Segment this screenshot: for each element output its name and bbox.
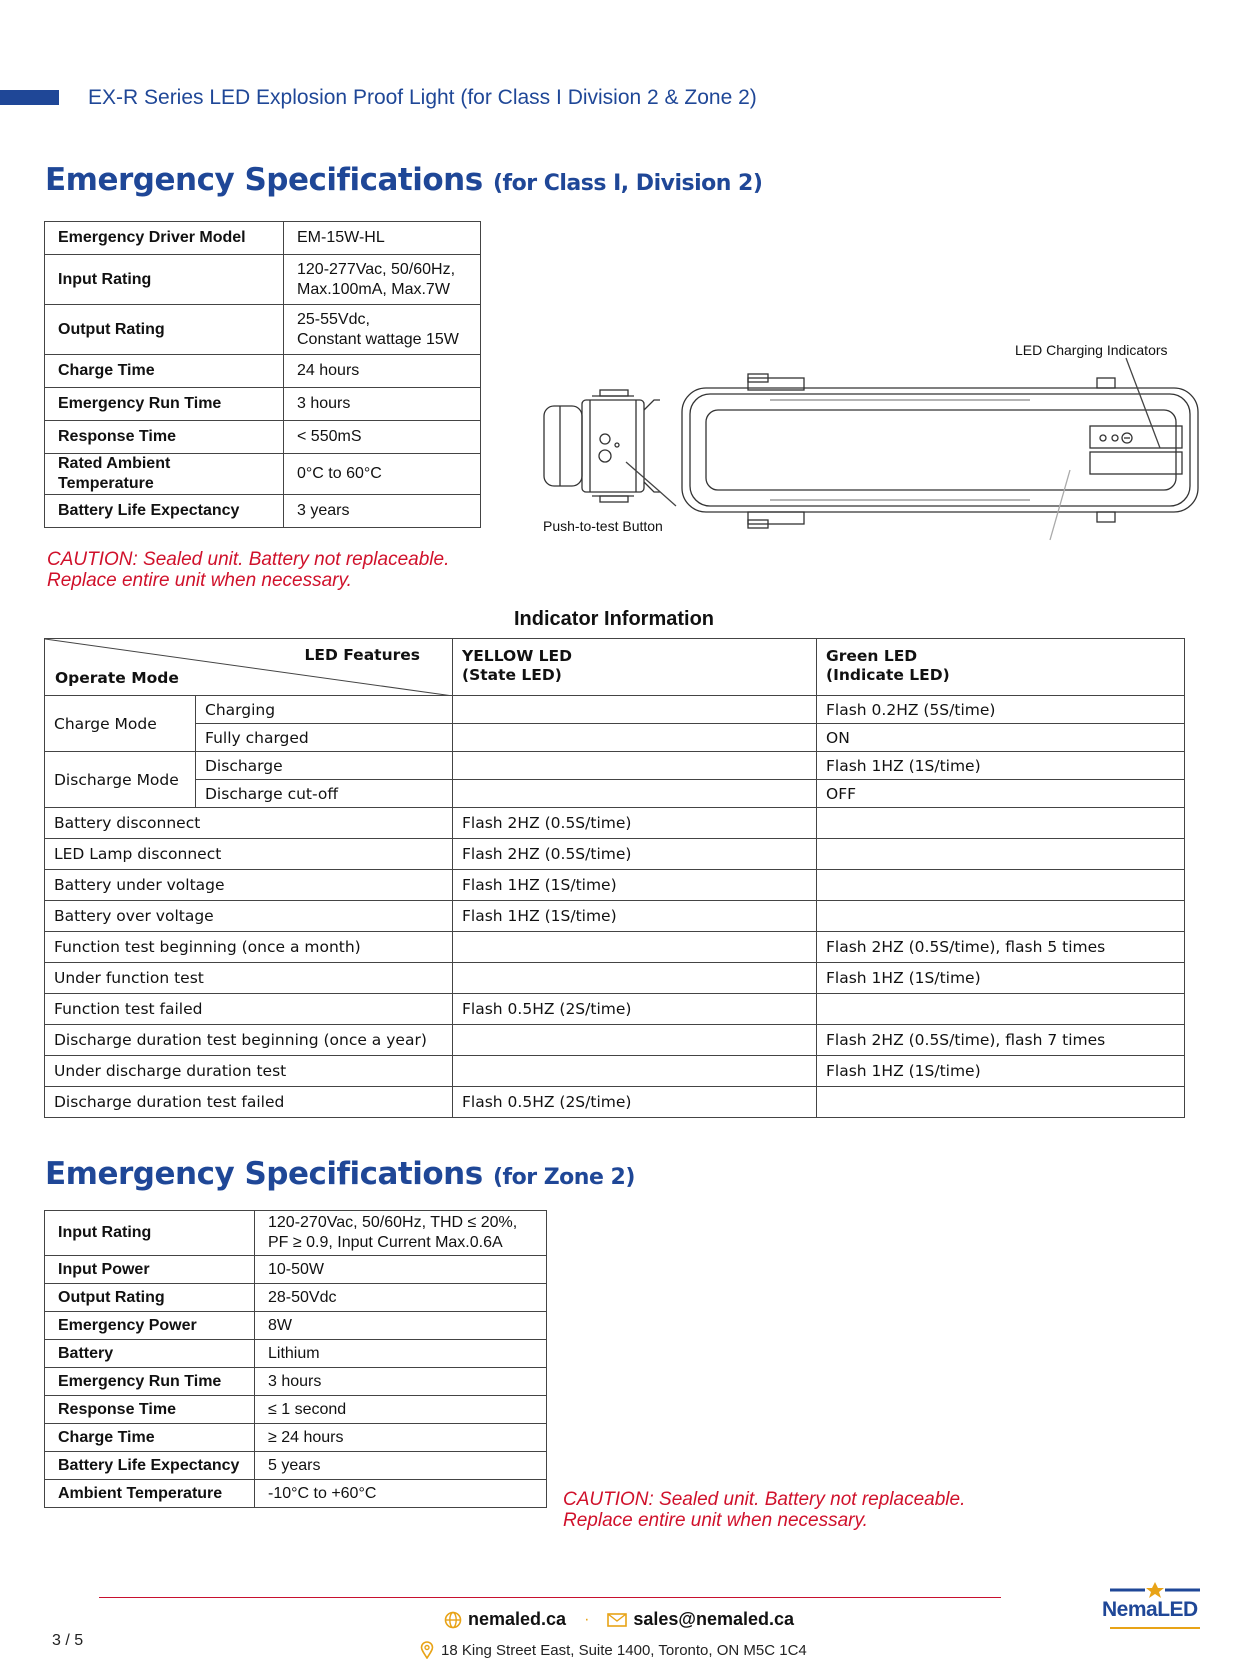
spec-value (255, 1452, 547, 1480)
indicator-row (45, 752, 1185, 780)
spec-key: Input Rating (45, 1211, 255, 1256)
yellow-led-cell: Flash 2HZ (0.5S/time) (453, 839, 817, 870)
spec-row (45, 454, 481, 495)
address-text: 18 King Street East, Suite 1400, Toronto, ON M5C 1C4 (441, 1641, 807, 1659)
spec-key: Battery Life Expectancy (45, 495, 284, 528)
spec-key: Emergency Power (45, 1312, 255, 1340)
caution-line-1: CAUTION: Sealed unit. Battery not replaceable. (47, 549, 450, 570)
caution-line-2: Replace entire unit when necessary. (47, 570, 352, 591)
green-led-cell (817, 839, 1185, 870)
spec-row (45, 355, 481, 388)
yellow-led-cell (453, 932, 817, 963)
spec-value-line: -10°C to +60°C (268, 1484, 377, 1502)
yellow-led-cell (453, 724, 817, 752)
indicator-table (44, 638, 1185, 1118)
spec-row (45, 1312, 547, 1340)
spec-key: Output Rating (45, 1284, 255, 1312)
indicator-row (45, 780, 1185, 808)
section2-title (45, 1156, 635, 1192)
green-led-header (817, 639, 1185, 696)
operate-mode-cell: Discharge Mode (45, 752, 196, 808)
spec-row (45, 255, 481, 305)
yellow-led-cell: Flash 2HZ (0.5S/time) (453, 808, 817, 839)
spec-value-line: 8W (268, 1316, 292, 1334)
indicator-info-title: Indicator Information (514, 608, 714, 630)
led-features-label: LED Features (304, 646, 420, 664)
spec-key: Charge Time (45, 1424, 255, 1452)
yellow-led-header (453, 639, 817, 696)
green-led-cell (817, 994, 1185, 1025)
spec-key: Input Power (45, 1256, 255, 1284)
section2-caution (563, 1489, 965, 1531)
green-led-subtitle: (Indicate LED) (826, 666, 950, 684)
spec-row (45, 222, 481, 255)
operate-mode-cell: Charge Mode (45, 696, 196, 752)
spec-value-line: 0°C to 60°C (297, 465, 382, 482)
spec-key: Rated Ambient Temperature (45, 454, 284, 495)
yellow-led-title: YELLOW LED (462, 647, 573, 665)
spec-row (45, 1340, 547, 1368)
spec-value (255, 1424, 547, 1452)
operate-mode-cell: Battery under voltage (45, 870, 453, 901)
spec-row (45, 1396, 547, 1424)
operate-mode-cell: Battery over voltage (45, 901, 453, 932)
green-led-cell: Flash 1HZ (1S/time) (817, 963, 1185, 994)
envelope-icon (607, 1613, 627, 1627)
footer-contact (444, 1609, 794, 1630)
spec-value-line: < 550mS (297, 428, 362, 445)
green-led-cell (817, 901, 1185, 932)
operate-mode-label: Operate Mode (55, 669, 179, 687)
yellow-led-cell: Flash 0.5HZ (2S/time) (453, 1087, 817, 1118)
sub-mode-cell: Charging (196, 696, 453, 724)
spec-value (255, 1368, 547, 1396)
spec-row (45, 305, 481, 355)
section1-title (45, 162, 762, 198)
green-led-cell: Flash 2HZ (0.5S/time), flash 5 times (817, 932, 1185, 963)
indicator-row (45, 994, 1185, 1025)
led-charging-indicators-label: LED Charging Indicators (1015, 342, 1168, 358)
spec-value (284, 495, 481, 528)
yellow-led-cell (453, 963, 817, 994)
spec-key: Ambient Temperature (45, 1480, 255, 1508)
section1-caution (47, 549, 449, 591)
operate-mode-cell: Discharge duration test failed (45, 1087, 453, 1118)
operate-mode-cell: Discharge duration test beginning (once a year) (45, 1025, 453, 1056)
indicator-row (45, 696, 1185, 724)
top-view-fixture (682, 374, 1198, 528)
nemaled-logo (1100, 1580, 1210, 1640)
spec-value (255, 1340, 547, 1368)
fixture-diagram (530, 330, 1210, 550)
spec-value (284, 355, 481, 388)
indicator-row (45, 901, 1185, 932)
spec-row (45, 1368, 547, 1396)
green-led-cell (817, 1087, 1185, 1118)
spec-value-line: 10-50W (268, 1260, 325, 1278)
indicator-row (45, 870, 1185, 901)
location-pin-icon (420, 1641, 434, 1659)
indicator-row (45, 963, 1185, 994)
spec-key: Charge Time (45, 355, 284, 388)
spec-value-line: 28-50Vdc (268, 1288, 337, 1306)
header-diagonal-cell (45, 639, 453, 696)
operate-mode-cell: Battery disconnect (45, 808, 453, 839)
spec-value-line: Max.100mA, Max.7W (297, 280, 450, 298)
spec-key: Emergency Run Time (45, 1368, 255, 1396)
operate-mode-cell: Function test failed (45, 994, 453, 1025)
green-led-title: Green LED (826, 647, 918, 665)
green-led-cell (817, 808, 1185, 839)
spec-value (284, 305, 481, 355)
spec-key: Emergency Driver Model (45, 222, 284, 255)
spec-value-line: Constant wattage 15W (297, 330, 459, 348)
logo-wordmark: NemaLED (1102, 1598, 1198, 1621)
page-number: 3 / 5 (52, 1632, 84, 1649)
spec-value-line: 24 hours (297, 362, 360, 379)
spec-row (45, 1452, 547, 1480)
spec-row (45, 1256, 547, 1284)
section1-title-main: Emergency Specifications (45, 162, 483, 198)
yellow-led-cell: Flash 0.5HZ (2S/time) (453, 994, 817, 1025)
spec-row (45, 495, 481, 528)
section2-title-sub: (for Zone 2) (492, 1165, 635, 1190)
spec-value-line: PF ≥ 0.9, Input Current Max.0.6A (268, 1234, 503, 1251)
caution-line-1: CAUTION: Sealed unit. Battery not replaceable. (563, 1489, 966, 1510)
push-button-leader (626, 462, 676, 506)
indicator-row (45, 932, 1185, 963)
spec-key: Output Rating (45, 305, 284, 355)
operate-mode-cell: Function test beginning (once a month) (45, 932, 453, 963)
spec-value-line: 3 hours (297, 395, 351, 412)
spec-value-line: EM-15W-HL (297, 229, 385, 246)
operate-mode-cell: Under function test (45, 963, 453, 994)
spec-value-line: ≥ 24 hours (268, 1428, 344, 1446)
section2-title-main: Emergency Specifications (45, 1156, 483, 1192)
green-led-cell: ON (817, 724, 1185, 752)
indicator-header-row (45, 639, 1185, 696)
green-led-cell (817, 870, 1185, 901)
indicator-row (45, 1025, 1185, 1056)
indicator-row (45, 808, 1185, 839)
operate-mode-cell: LED Lamp disconnect (45, 839, 453, 870)
globe-icon (444, 1611, 462, 1629)
spec-value-line: ≤ 1 second (268, 1400, 347, 1418)
spec-row (45, 1284, 547, 1312)
yellow-led-cell (453, 1025, 817, 1056)
website-link[interactable]: nemaled.ca (468, 1609, 567, 1629)
indicator-row (45, 1056, 1185, 1087)
spec-key: Response Time (45, 1396, 255, 1424)
spec-row (45, 1480, 547, 1508)
green-led-cell: Flash 0.2HZ (5S/time) (817, 696, 1185, 724)
yellow-led-cell (453, 1056, 817, 1087)
sub-mode-cell: Discharge cut-off (196, 780, 453, 808)
green-led-cell: Flash 2HZ (0.5S/time), flash 7 times (817, 1025, 1185, 1056)
footer-address (420, 1641, 807, 1659)
email-link[interactable]: sales@nemaled.ca (633, 1609, 795, 1629)
spec-key: Battery (45, 1340, 255, 1368)
spec-row (45, 1211, 547, 1256)
document-title: EX-R Series LED Explosion Proof Light (for Class I Division 2 & Zone 2) (88, 86, 757, 109)
spec-key: Input Rating (45, 255, 284, 305)
spec-value (284, 388, 481, 421)
spec-value-line: 120-277Vac, 50/60Hz, (297, 260, 456, 278)
spec-value-line: 3 years (297, 502, 350, 519)
green-led-cell: OFF (817, 780, 1185, 808)
operate-mode-cell: Under discharge duration test (45, 1056, 453, 1087)
footer-divider (99, 1597, 1001, 1598)
spec-value (255, 1284, 547, 1312)
sub-mode-cell: Discharge (196, 752, 453, 780)
green-led-cell: Flash 1HZ (1S/time) (817, 1056, 1185, 1087)
spec-row (45, 388, 481, 421)
spec-row (45, 421, 481, 454)
spec-value (284, 255, 481, 305)
spec-value (255, 1396, 547, 1424)
spec-value-line: 25-55Vdc, (297, 310, 370, 328)
spec-value (255, 1480, 547, 1508)
section1-title-sub: (for Class I, Division 2) (492, 171, 763, 196)
spec-value-line: Lithium (268, 1344, 320, 1362)
indicator-row (45, 839, 1185, 870)
contact-separator: · (584, 1610, 590, 1628)
yellow-led-cell: Flash 1HZ (1S/time) (453, 901, 817, 932)
spec-value-line: 5 years (268, 1456, 321, 1474)
sub-mode-cell: Fully charged (196, 724, 453, 752)
spec-value (255, 1211, 547, 1256)
push-to-test-button-label: Push-to-test Button (543, 518, 663, 534)
spec-value (255, 1312, 547, 1340)
side-view-fixture (544, 390, 660, 502)
spec-value (284, 421, 481, 454)
zone2-spec-table (44, 1210, 547, 1508)
spec-key: Battery Life Expectancy (45, 1452, 255, 1480)
spec-row (45, 1424, 547, 1452)
spec-key: Emergency Run Time (45, 388, 284, 421)
yellow-led-cell (453, 752, 817, 780)
spec-value-line: 3 hours (268, 1372, 322, 1390)
yellow-led-subtitle: (State LED) (462, 666, 562, 684)
yellow-led-cell: Flash 1HZ (1S/time) (453, 870, 817, 901)
spec-value (255, 1256, 547, 1284)
yellow-led-cell (453, 780, 817, 808)
spec-value (284, 222, 481, 255)
green-led-cell: Flash 1HZ (1S/time) (817, 752, 1185, 780)
caution-line-2: Replace entire unit when necessary. (563, 1510, 868, 1531)
spec-key: Response Time (45, 421, 284, 454)
spec-value-line: 120-270Vac, 50/60Hz, THD ≤ 20%, (268, 1214, 518, 1231)
spec-value (284, 454, 481, 495)
indicator-row (45, 1087, 1185, 1118)
class1-div2-spec-table (44, 221, 481, 528)
yellow-led-cell (453, 696, 817, 724)
header-accent-bar (0, 90, 59, 105)
indicator-row (45, 724, 1185, 752)
